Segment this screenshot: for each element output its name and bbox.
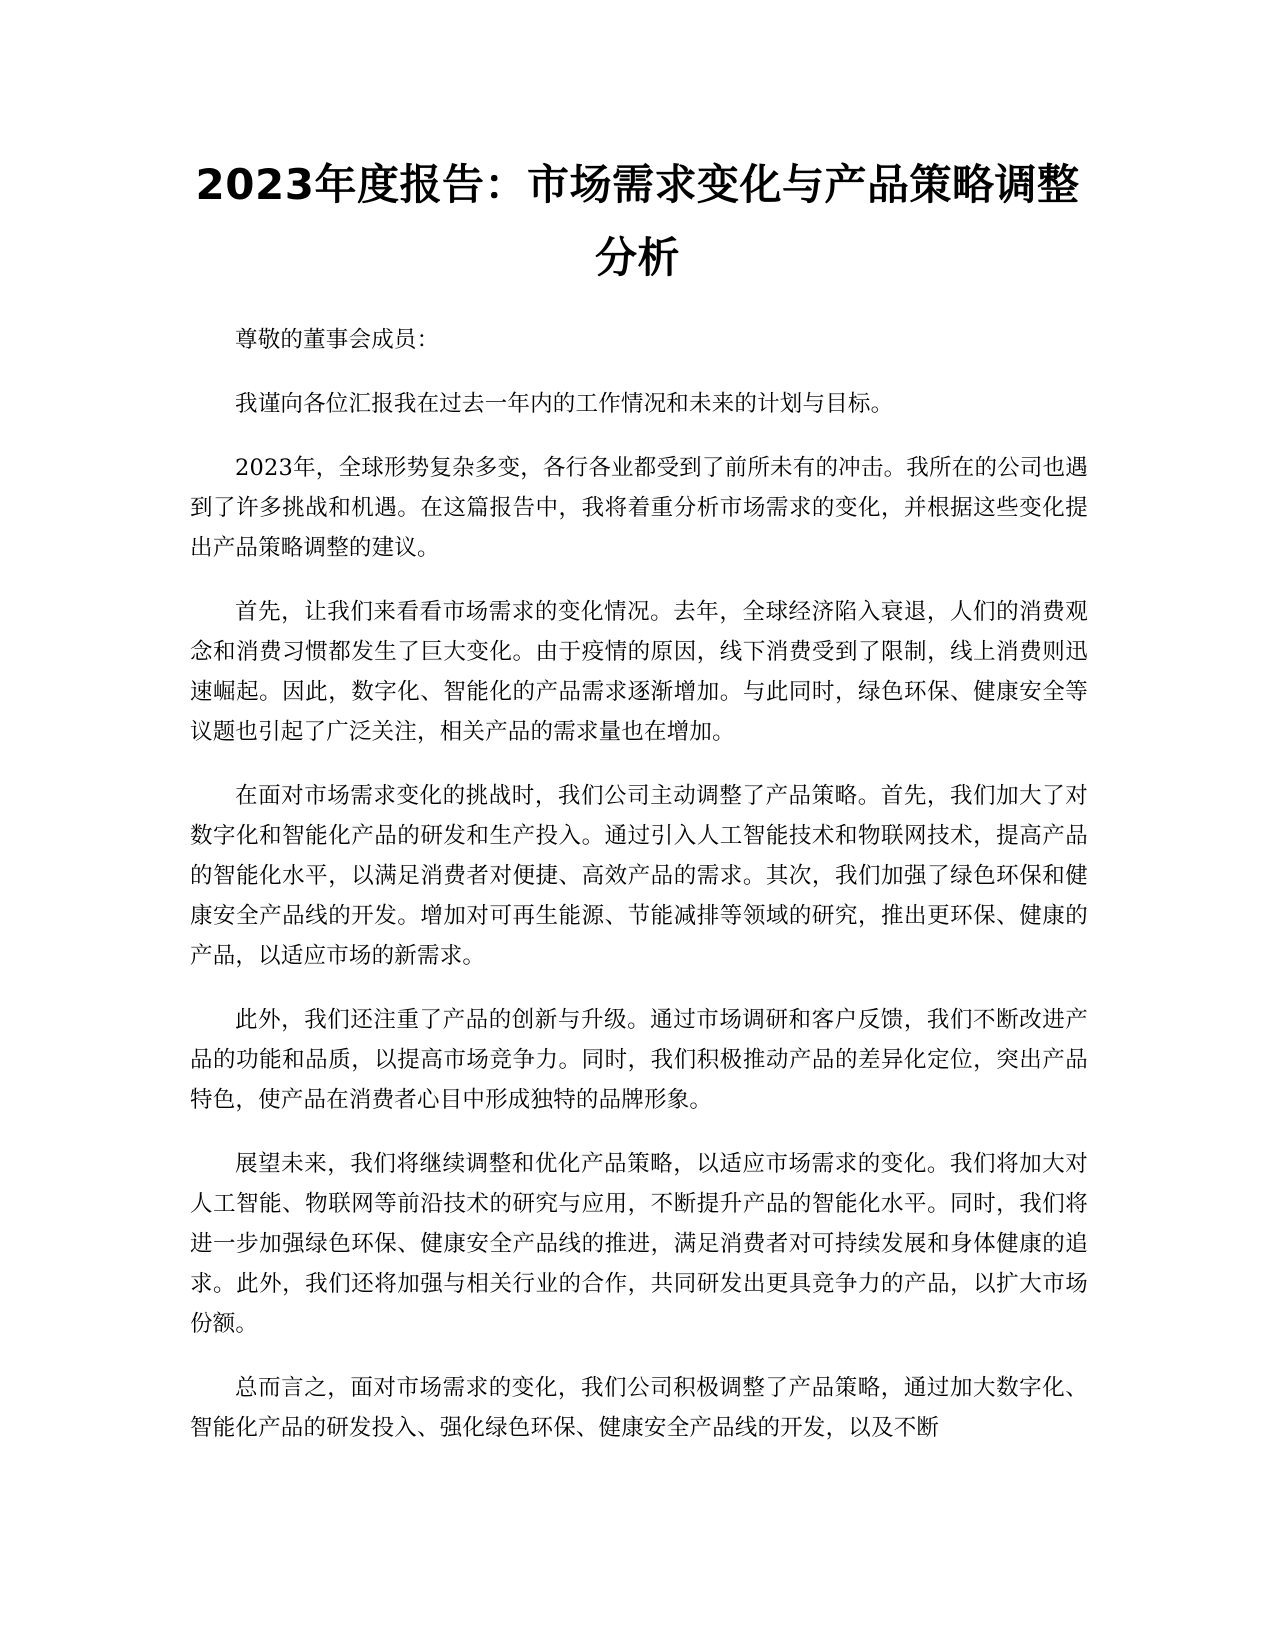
- innovation-paragraph: 此外，我们还注重了产品的创新与升级。通过市场调研和客户反馈，我们不断改进产品的功能和品质，以提高市场竞争力。同时，我们积极推动产品的差异化定位，突出产品特色，使产品在消费者心目中形成独特的品牌形象。: [190, 1007, 1088, 1113]
- strategy-adjustment-paragraph: 在面对市场需求变化的挑战时，我们公司主动调整了产品策略。首先，我们加大了对数字化和智能化产品的研发和生产投入。通过引入人工智能技术和物联网技术，提高产品的智能化水平，以满足消费者对便捷、高效产品的需求。其次，我们加强了绿色环保和健康安全产品线的开发。增加对可再生能源、节能减排等领域的研究，推出更环保、健康的产品，以适应市场的新需求。: [190, 783, 1088, 969]
- context-paragraph: 2023年，全球形势复杂多变，各行各业都受到了前所未有的冲击。我所在的公司也遇到了许多挑战和机遇。在这篇报告中，我将着重分析市场需求的变化，并根据这些变化提出产品策略调整的建议。: [190, 455, 1088, 561]
- document-body: [190, 320, 1088, 1472]
- outlook-paragraph: 展望未来，我们将继续调整和优化产品策略，以适应市场需求的变化。我们将加大对人工智能、物联网等前沿技术的研究与应用，不断提升产品的智能化水平。同时，我们将进一步加强绿色环保、健康安全产品线的推进，满足消费者对可持续发展和身体健康的追求。此外，我们还将加强与相关行业的合作，共同研发出更具竞争力的产品，以扩大市场份额。: [190, 1151, 1088, 1337]
- market-change-paragraph: 首先，让我们来看看市场需求的变化情况。去年，全球经济陷入衰退，人们的消费观念和消费习惯都发生了巨大变化。由于疫情的原因，线下消费受到了限制，线上消费则迅速崛起。因此，数字化、智能化的产品需求逐渐增加。与此同时，绿色环保、健康安全等议题也引起了广泛关注，相关产品的需求量也在增加。: [190, 599, 1088, 745]
- salutation-paragraph: 尊敬的董事会成员：: [235, 327, 440, 353]
- document-title: 2023年度报告：市场需求变化与产品策略调整分析: [195, 160, 1080, 282]
- intro-paragraph: 我谨向各位汇报我在过去一年内的工作情况和未来的计划与目标。: [235, 391, 894, 417]
- summary-paragraph: 总而言之，面对市场需求的变化，我们公司积极调整了产品策略，通过加大数字化、智能化产品的研发投入、强化绿色环保、健康安全产品线的开发，以及不断: [190, 1375, 1088, 1441]
